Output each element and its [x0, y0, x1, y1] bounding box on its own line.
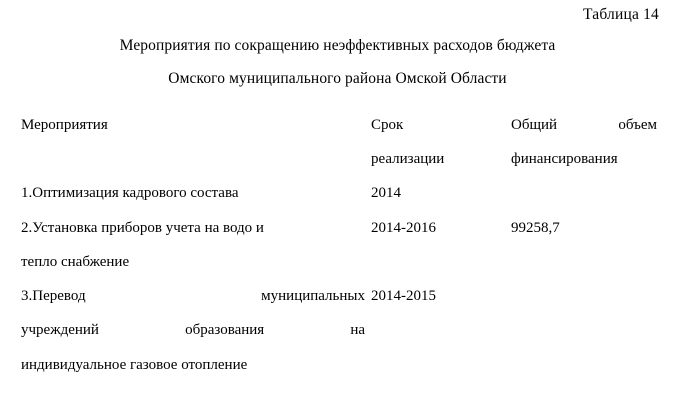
document-title-line-1: Мероприятия по сокращению неэффективных расходов бюджета	[119, 37, 556, 54]
header-cell-term-line1: Срок	[371, 116, 404, 133]
row-3-measure-line-3: индивидуальное газовое отопление	[21, 356, 248, 373]
header-cell-financing-line2: финансирования	[511, 151, 618, 168]
row-3-measure-word-2: муниципальных	[261, 288, 365, 305]
row-2-term-empty	[371, 245, 511, 279]
header-cell-term-line2: реализации	[371, 151, 445, 168]
row-2-term: 2014-2016	[371, 219, 436, 236]
header-cell-empty	[15, 142, 371, 176]
table-number-caption: Таблица 14	[582, 6, 659, 23]
header-financing-word-2: объем	[618, 116, 657, 133]
row-2-financing: 99258,7	[511, 219, 560, 236]
row-2-measure-line-2: тепло снабжение	[21, 253, 130, 270]
row-3-measure-line-2	[15, 313, 371, 347]
row-3-term: 2014-2015	[371, 288, 436, 305]
row-3-term-empty-2	[371, 348, 511, 382]
header-financing-word-1: Общий	[511, 116, 558, 133]
row-1-measure: 1.Оптимизация кадрового состава	[21, 185, 239, 202]
table-row	[15, 279, 664, 313]
row-3-financing-empty	[511, 313, 664, 347]
row-3-measure-word-1: 3.Перевод	[21, 288, 86, 305]
row-2-measure-line-1: 2.Установка приборов учета на водо и	[21, 219, 264, 236]
row-3-measure-line2-word-3: на	[350, 322, 365, 339]
row-1-term: 2014	[371, 185, 401, 202]
row-3-term-empty	[371, 313, 511, 347]
header-cell-measures: Мероприятия	[21, 116, 108, 133]
document-title-line-2: Омского муниципального района Омской Области	[168, 70, 507, 88]
row-3-financing-empty-2	[511, 348, 664, 382]
row-1-financing	[511, 176, 664, 210]
table-row-continuation	[15, 313, 664, 347]
measures-table	[15, 108, 664, 382]
row-3-measure-line2-word-1: учреждений	[21, 322, 99, 339]
table-row	[15, 176, 664, 210]
table-header-row-second-line	[15, 142, 664, 176]
table-row-continuation	[15, 245, 664, 279]
table-row	[15, 211, 664, 245]
table-header-row	[15, 108, 664, 142]
row-3-measure-line2-word-2: образования	[185, 322, 265, 339]
table-row-continuation	[15, 348, 664, 382]
row-3-measure-line-1	[15, 279, 371, 313]
row-3-financing	[511, 279, 664, 313]
row-2-financing-empty	[511, 245, 664, 279]
header-cell-financing-line1	[511, 108, 664, 142]
